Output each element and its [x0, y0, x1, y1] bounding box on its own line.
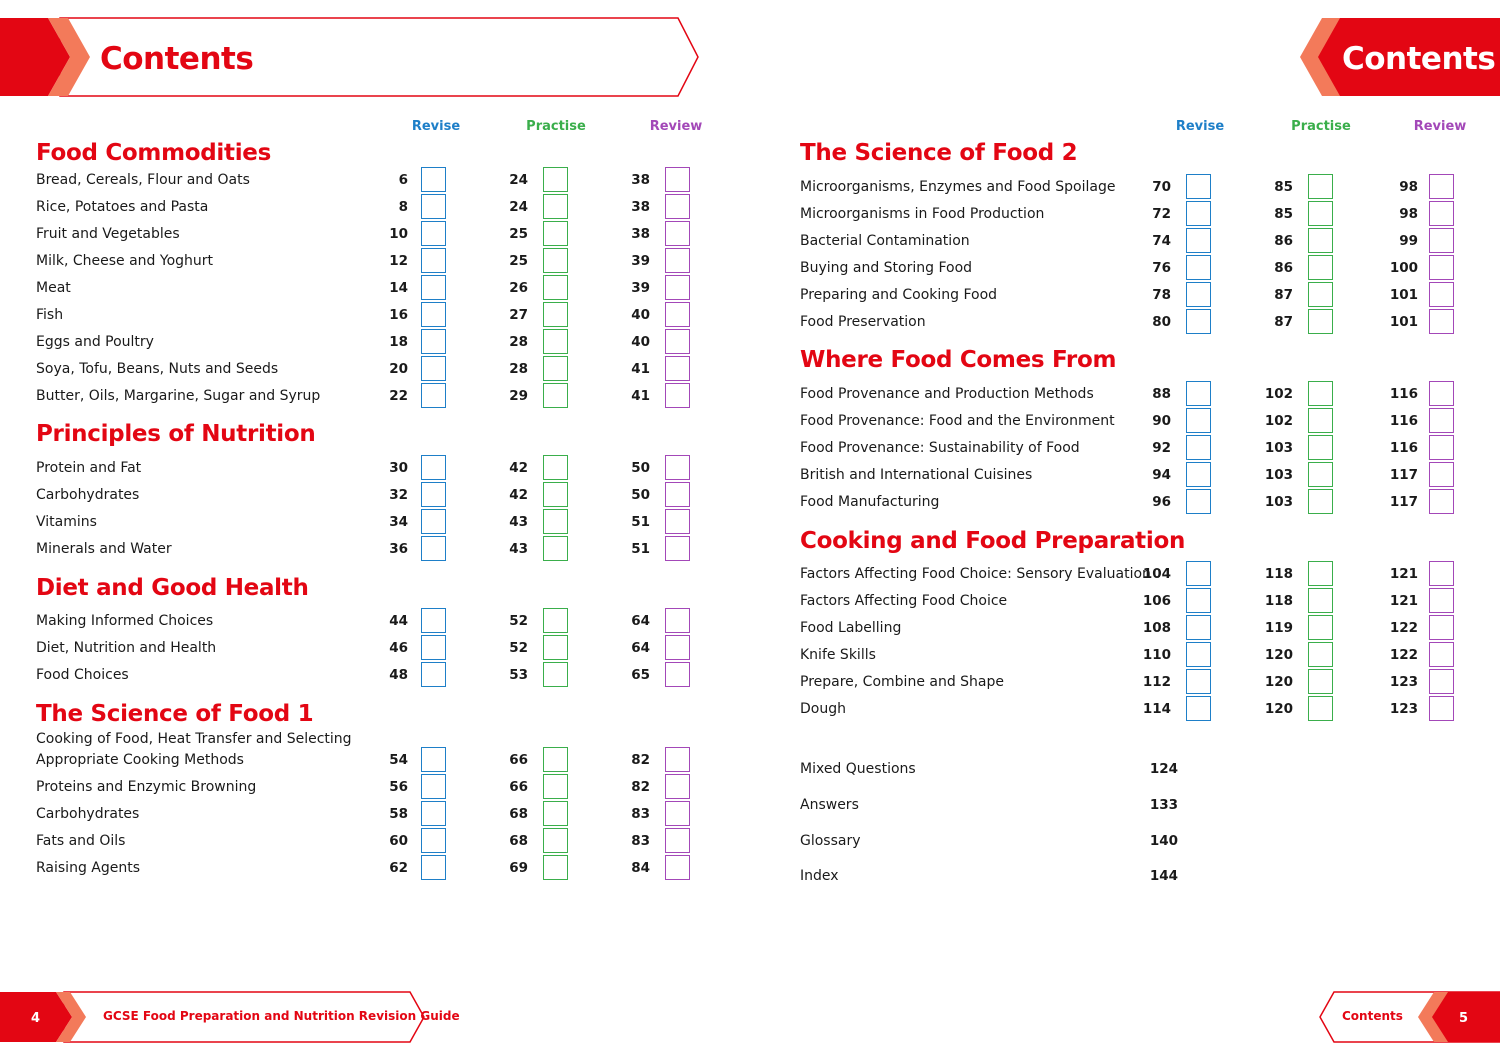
contents-entry-label: Prepare, Combine and Shape: [800, 674, 1005, 690]
revise-checkbox[interactable]: [421, 194, 446, 219]
revise-page-number: 62: [389, 860, 408, 876]
review-checkbox[interactable]: [665, 167, 690, 192]
practise-checkbox[interactable]: [543, 383, 568, 408]
review-checkbox[interactable]: [1429, 381, 1454, 406]
practise-checkbox[interactable]: [1308, 435, 1333, 460]
revise-page-number: 22: [389, 388, 408, 404]
practise-checkbox[interactable]: [543, 194, 568, 219]
revise-checkbox[interactable]: [421, 662, 446, 687]
revise-page-number: 74: [1152, 233, 1171, 249]
practise-checkbox[interactable]: [1308, 228, 1333, 253]
contents-entry-label: Buying and Storing Food: [800, 260, 973, 276]
review-page-number: 84: [631, 860, 650, 876]
review-page-number: 123: [1389, 701, 1418, 717]
practise-page-number: 27: [509, 307, 528, 323]
practise-page-number: 85: [1274, 179, 1293, 195]
revise-page-number: 112: [1142, 674, 1171, 690]
revise-checkbox[interactable]: [1186, 561, 1211, 586]
contents-entry-label: Fats and Oils: [36, 833, 126, 849]
contents-entry-label: Food Choices: [36, 667, 129, 683]
right-page-number: 5: [1459, 1011, 1469, 1026]
practise-checkbox[interactable]: [1308, 381, 1333, 406]
review-page-number: 116: [1389, 440, 1418, 456]
review-page-number: 101: [1389, 287, 1418, 303]
revise-checkbox[interactable]: [421, 635, 446, 660]
contents-entry-label: Fruit and Vegetables: [36, 226, 180, 242]
review-page-number: 83: [631, 833, 650, 849]
practise-page-number: 118: [1264, 566, 1293, 582]
review-checkbox[interactable]: [1429, 228, 1454, 253]
revise-page-number: 110: [1142, 647, 1171, 663]
revise-checkbox[interactable]: [421, 455, 446, 480]
revise-page-number: 54: [389, 752, 408, 768]
review-checkbox[interactable]: [665, 302, 690, 327]
practise-checkbox[interactable]: [543, 221, 568, 246]
revise-checkbox[interactable]: [421, 801, 446, 826]
practise-page-number: 120: [1264, 701, 1293, 717]
revise-checkbox[interactable]: [421, 509, 446, 534]
practise-page-number: 43: [509, 514, 528, 530]
practise-page-number: 102: [1264, 413, 1293, 429]
review-page-number: 39: [631, 280, 650, 296]
revise-page-number: 96: [1152, 494, 1171, 510]
review-checkbox[interactable]: [1429, 435, 1454, 460]
review-page-number: 39: [631, 253, 650, 269]
revise-page-number: 108: [1142, 620, 1171, 636]
review-checkbox[interactable]: [1429, 201, 1454, 226]
review-checkbox[interactable]: [665, 828, 690, 853]
practise-checkbox[interactable]: [1308, 615, 1333, 640]
practise-checkbox[interactable]: [1308, 408, 1333, 433]
revise-checkbox[interactable]: [421, 608, 446, 633]
contents-entry-label: Food Provenance and Production Methods: [800, 386, 1094, 402]
practise-checkbox[interactable]: [543, 455, 568, 480]
revise-page-number: 104: [1142, 566, 1171, 582]
review-page-number: 38: [631, 199, 650, 215]
revise-page-number: 70: [1152, 179, 1171, 195]
practise-checkbox[interactable]: [1308, 696, 1333, 721]
practise-page-number: 24: [509, 172, 528, 188]
revise-checkbox[interactable]: [1186, 201, 1211, 226]
practise-checkbox[interactable]: [1308, 309, 1333, 334]
review-checkbox[interactable]: [1429, 489, 1454, 514]
contents-entry-label: Dough: [800, 701, 846, 717]
revise-checkbox[interactable]: [1186, 255, 1211, 280]
contents-entry-label: Milk, Cheese and Yoghurt: [36, 253, 214, 269]
review-checkbox[interactable]: [665, 329, 690, 354]
review-checkbox[interactable]: [665, 194, 690, 219]
revise-page-number: 114: [1142, 701, 1171, 717]
review-checkbox[interactable]: [665, 248, 690, 273]
review-page-number: 98: [1399, 179, 1418, 195]
practise-checkbox[interactable]: [1308, 669, 1333, 694]
review-page-number: 50: [631, 460, 650, 476]
practise-checkbox[interactable]: [543, 635, 568, 660]
practise-checkbox[interactable]: [1308, 642, 1333, 667]
revise-page-number: 32: [389, 487, 408, 503]
revise-page-number: 8: [398, 199, 408, 215]
review-checkbox[interactable]: [1429, 255, 1454, 280]
revise-page-number: 6: [398, 172, 408, 188]
review-checkbox[interactable]: [665, 536, 690, 561]
contents-entry-label: Food Manufacturing: [800, 494, 940, 510]
revise-page-number: 72: [1152, 206, 1171, 222]
extra-entry-label: Answers: [800, 797, 859, 813]
practise-page-number: 87: [1274, 314, 1293, 330]
review-page-number: 64: [631, 613, 650, 629]
review-checkbox[interactable]: [665, 383, 690, 408]
contents-entry-label: Carbohydrates: [36, 487, 140, 503]
contents-entry-label: Knife Skills: [800, 647, 876, 663]
revise-page-number: 46: [389, 640, 408, 656]
practise-page-number: 69: [509, 860, 528, 876]
review-checkbox[interactable]: [1429, 309, 1454, 334]
practise-page-number: 86: [1274, 233, 1293, 249]
review-checkbox[interactable]: [1429, 561, 1454, 586]
revise-checkbox[interactable]: [421, 774, 446, 799]
practise-page-number: 29: [509, 388, 528, 404]
practise-page-number: 25: [509, 226, 528, 242]
contents-entry-label: Microorganisms, Enzymes and Food Spoilage: [800, 179, 1116, 195]
practise-page-number: 52: [509, 613, 528, 629]
revise-checkbox[interactable]: [1186, 696, 1211, 721]
practise-checkbox[interactable]: [543, 248, 568, 273]
practise-checkbox[interactable]: [543, 329, 568, 354]
practise-checkbox[interactable]: [1308, 255, 1333, 280]
practise-checkbox[interactable]: [543, 774, 568, 799]
contents-entry-label: Food Provenance: Food and the Environment: [800, 413, 1115, 429]
revise-checkbox[interactable]: [1186, 381, 1211, 406]
practise-page-number: 24: [509, 199, 528, 215]
revise-page-number: 106: [1142, 593, 1171, 609]
review-checkbox[interactable]: [665, 356, 690, 381]
revise-page-number: 60: [389, 833, 408, 849]
revise-page-number: 76: [1152, 260, 1171, 276]
review-page-number: 98: [1399, 206, 1418, 222]
contents-entry-label: Food Provenance: Sustainability of Food: [800, 440, 1080, 456]
revise-checkbox[interactable]: [421, 302, 446, 327]
revise-page-number: 44: [389, 613, 408, 629]
extra-entry-label: Mixed Questions: [800, 761, 916, 777]
revise-page-number: 94: [1152, 467, 1171, 483]
review-checkbox[interactable]: [665, 455, 690, 480]
practise-page-number: 28: [509, 334, 528, 350]
revise-page-number: 78: [1152, 287, 1171, 303]
revise-checkbox[interactable]: [1186, 615, 1211, 640]
revise-checkbox[interactable]: [1186, 174, 1211, 199]
section-title: Principles of Nutrition: [36, 421, 316, 447]
review-checkbox[interactable]: [665, 801, 690, 826]
practise-checkbox[interactable]: [543, 509, 568, 534]
contents-entry-label: Proteins and Enzymic Browning: [36, 779, 257, 795]
practise-page-number: 53: [509, 667, 528, 683]
practise-checkbox[interactable]: [1308, 561, 1333, 586]
right-col-revise-header: Revise: [1175, 119, 1225, 134]
revise-checkbox[interactable]: [1186, 435, 1211, 460]
practise-page-number: 103: [1264, 440, 1293, 456]
revise-checkbox[interactable]: [1186, 228, 1211, 253]
section-title: The Science of Food 1: [36, 701, 314, 727]
contents-entry-label: Rice, Potatoes and Pasta: [36, 199, 209, 215]
revise-page-number: 12: [389, 253, 408, 269]
revise-checkbox[interactable]: [421, 482, 446, 507]
review-page-number: 82: [631, 752, 650, 768]
practise-page-number: 86: [1274, 260, 1293, 276]
revise-page-number: 90: [1152, 413, 1171, 429]
review-checkbox[interactable]: [665, 608, 690, 633]
review-checkbox[interactable]: [665, 509, 690, 534]
contents-entry-label: Preparing and Cooking Food: [800, 287, 998, 303]
review-page-number: 116: [1389, 386, 1418, 402]
practise-checkbox[interactable]: [1308, 201, 1333, 226]
revise-page-number: 14: [389, 280, 408, 296]
review-checkbox[interactable]: [1429, 282, 1454, 307]
review-page-number: 38: [631, 226, 650, 242]
revise-checkbox[interactable]: [421, 329, 446, 354]
section-title: Food Commodities: [36, 140, 271, 166]
practise-checkbox[interactable]: [543, 275, 568, 300]
review-page-number: 122: [1389, 647, 1418, 663]
revise-checkbox[interactable]: [421, 855, 446, 880]
review-checkbox[interactable]: [665, 221, 690, 246]
revise-page-number: 80: [1152, 314, 1171, 330]
right-col-review-header: Review: [1413, 119, 1467, 134]
left-page-title: Contents: [100, 41, 254, 77]
contents-entry-label: Appropriate Cooking Methods: [36, 752, 244, 768]
practise-checkbox[interactable]: [543, 536, 568, 561]
practise-page-number: 28: [509, 361, 528, 377]
review-checkbox[interactable]: [1429, 696, 1454, 721]
revise-checkbox[interactable]: [421, 356, 446, 381]
review-checkbox[interactable]: [1429, 588, 1454, 613]
left-page-number: 4: [31, 1011, 41, 1026]
contents-entry-label: Eggs and Poultry: [36, 334, 154, 350]
revise-page-number: 48: [389, 667, 408, 683]
review-checkbox[interactable]: [665, 747, 690, 772]
left-col-revise-header: Revise: [411, 119, 461, 134]
practise-checkbox[interactable]: [543, 662, 568, 687]
review-checkbox[interactable]: [1429, 669, 1454, 694]
review-checkbox[interactable]: [665, 855, 690, 880]
contents-entry-label: Fish: [36, 307, 64, 323]
revise-checkbox[interactable]: [421, 248, 446, 273]
practise-page-number: 68: [509, 833, 528, 849]
review-page-number: 82: [631, 779, 650, 795]
review-page-number: 40: [631, 307, 650, 323]
practise-page-number: 120: [1264, 674, 1293, 690]
contents-entry-label: Bacterial Contamination: [800, 233, 970, 249]
review-page-number: 40: [631, 334, 650, 350]
contents-entry-label: Microorganisms in Food Production: [800, 206, 1045, 222]
practise-page-number: 68: [509, 806, 528, 822]
extra-entry-page-number: 133: [1149, 797, 1178, 813]
practise-checkbox[interactable]: [543, 167, 568, 192]
review-page-number: 41: [631, 361, 650, 377]
review-page-number: 64: [631, 640, 650, 656]
revise-checkbox[interactable]: [1186, 642, 1211, 667]
review-page-number: 83: [631, 806, 650, 822]
practise-checkbox[interactable]: [543, 302, 568, 327]
practise-checkbox[interactable]: [543, 855, 568, 880]
review-page-number: 117: [1389, 467, 1418, 483]
practise-page-number: 85: [1274, 206, 1293, 222]
revise-checkbox[interactable]: [421, 275, 446, 300]
practise-page-number: 25: [509, 253, 528, 269]
revise-checkbox[interactable]: [1186, 489, 1211, 514]
contents-entry-label: Butter, Oils, Margarine, Sugar and Syrup: [36, 388, 321, 404]
revise-checkbox[interactable]: [1186, 282, 1211, 307]
practise-checkbox[interactable]: [543, 356, 568, 381]
revise-page-number: 56: [389, 779, 408, 795]
section-title: Where Food Comes From: [800, 347, 1117, 373]
revise-checkbox[interactable]: [421, 383, 446, 408]
practise-checkbox[interactable]: [543, 747, 568, 772]
left-col-review-header: Review: [649, 119, 703, 134]
practise-checkbox[interactable]: [543, 608, 568, 633]
review-page-number: 122: [1389, 620, 1418, 636]
contents-entry-label: Factors Affecting Food Choice: Sensory Evaluation: [800, 566, 1151, 582]
extra-entry-page-number: 124: [1149, 761, 1178, 777]
extra-entry-page-number: 144: [1149, 868, 1178, 884]
review-page-number: 99: [1399, 233, 1418, 249]
contents-entry-label: Meat: [36, 280, 71, 296]
review-checkbox[interactable]: [1429, 174, 1454, 199]
contents-entry-label: Vitamins: [36, 514, 97, 530]
review-page-number: 121: [1389, 566, 1418, 582]
review-checkbox[interactable]: [665, 482, 690, 507]
revise-checkbox[interactable]: [421, 828, 446, 853]
practise-page-number: 103: [1264, 494, 1293, 510]
review-page-number: 121: [1389, 593, 1418, 609]
revise-page-number: 18: [389, 334, 408, 350]
revise-page-number: 30: [389, 460, 408, 476]
contents-entry-label: Food Preservation: [800, 314, 926, 330]
review-page-number: 116: [1389, 413, 1418, 429]
revise-checkbox[interactable]: [1186, 669, 1211, 694]
revise-page-number: 36: [389, 541, 408, 557]
practise-page-number: 87: [1274, 287, 1293, 303]
review-page-number: 123: [1389, 674, 1418, 690]
left-col-practise-header: Practise: [526, 119, 586, 134]
contents-entry-label: Raising Agents: [36, 860, 141, 876]
contents-entry-label: Protein and Fat: [36, 460, 142, 476]
review-checkbox[interactable]: [665, 774, 690, 799]
revise-checkbox[interactable]: [421, 536, 446, 561]
contents-entry-label: Minerals and Water: [36, 541, 172, 557]
right-col-practise-header: Practise: [1291, 119, 1351, 134]
practise-page-number: 102: [1264, 386, 1293, 402]
practise-page-number: 66: [509, 779, 528, 795]
extra-entry-label: Index: [800, 868, 839, 884]
contents-entry-label: Cooking of Food, Heat Transfer and Selecting: [36, 731, 352, 747]
revise-page-number: 88: [1152, 386, 1171, 402]
review-page-number: 117: [1389, 494, 1418, 510]
section-title: The Science of Food 2: [800, 140, 1078, 166]
practise-checkbox[interactable]: [1308, 489, 1333, 514]
practise-page-number: 43: [509, 541, 528, 557]
review-page-number: 41: [631, 388, 650, 404]
review-page-number: 100: [1389, 260, 1418, 276]
practise-page-number: 42: [509, 460, 528, 476]
review-checkbox[interactable]: [1429, 615, 1454, 640]
revise-checkbox[interactable]: [421, 221, 446, 246]
review-page-number: 51: [631, 541, 650, 557]
revise-page-number: 10: [389, 226, 408, 242]
practise-checkbox[interactable]: [543, 828, 568, 853]
review-page-number: 101: [1389, 314, 1418, 330]
section-title: Diet and Good Health: [36, 575, 309, 601]
footer-book-title: GCSE Food Preparation and Nutrition Revision Guide: [103, 1009, 460, 1023]
practise-checkbox[interactable]: [1308, 174, 1333, 199]
review-page-number: 38: [631, 172, 650, 188]
review-page-number: 51: [631, 514, 650, 530]
revise-page-number: 16: [389, 307, 408, 323]
revise-checkbox[interactable]: [421, 747, 446, 772]
practise-page-number: 66: [509, 752, 528, 768]
practise-page-number: 103: [1264, 467, 1293, 483]
contents-entry-label: Diet, Nutrition and Health: [36, 640, 217, 656]
practise-page-number: 42: [509, 487, 528, 503]
review-checkbox[interactable]: [665, 662, 690, 687]
contents-entry-label: Carbohydrates: [36, 806, 140, 822]
contents-entry-label: Food Labelling: [800, 620, 902, 636]
review-checkbox[interactable]: [1429, 408, 1454, 433]
revise-checkbox[interactable]: [421, 167, 446, 192]
practise-page-number: 118: [1264, 593, 1293, 609]
right-page-title: Contents: [1342, 41, 1496, 77]
practise-page-number: 26: [509, 280, 528, 296]
revise-checkbox[interactable]: [1186, 462, 1211, 487]
revise-page-number: 20: [389, 361, 408, 377]
footer-section-name: Contents: [1342, 1009, 1403, 1023]
practise-checkbox[interactable]: [1308, 588, 1333, 613]
contents-entry-label: Factors Affecting Food Choice: [800, 593, 1008, 609]
contents-entry-label: Making Informed Choices: [36, 613, 214, 629]
revise-page-number: 58: [389, 806, 408, 822]
review-page-number: 65: [631, 667, 650, 683]
practise-page-number: 120: [1264, 647, 1293, 663]
section-title: Cooking and Food Preparation: [800, 528, 1186, 554]
practise-page-number: 119: [1264, 620, 1293, 636]
review-checkbox[interactable]: [1429, 642, 1454, 667]
revise-page-number: 92: [1152, 440, 1171, 456]
review-checkbox[interactable]: [1429, 462, 1454, 487]
contents-entry-label: British and International Cuisines: [800, 467, 1033, 483]
practise-page-number: 52: [509, 640, 528, 656]
extra-entry-label: Glossary: [800, 833, 861, 849]
contents-entry-label: Soya, Tofu, Beans, Nuts and Seeds: [36, 361, 279, 377]
review-checkbox[interactable]: [665, 275, 690, 300]
practise-checkbox[interactable]: [543, 482, 568, 507]
review-checkbox[interactable]: [665, 635, 690, 660]
review-page-number: 50: [631, 487, 650, 503]
practise-checkbox[interactable]: [1308, 462, 1333, 487]
revise-checkbox[interactable]: [1186, 309, 1211, 334]
revise-checkbox[interactable]: [1186, 588, 1211, 613]
extra-entry-page-number: 140: [1149, 833, 1178, 849]
practise-checkbox[interactable]: [1308, 282, 1333, 307]
revise-page-number: 34: [389, 514, 408, 530]
contents-entry-label: Bread, Cereals, Flour and Oats: [36, 172, 250, 188]
revise-checkbox[interactable]: [1186, 408, 1211, 433]
practise-checkbox[interactable]: [543, 801, 568, 826]
